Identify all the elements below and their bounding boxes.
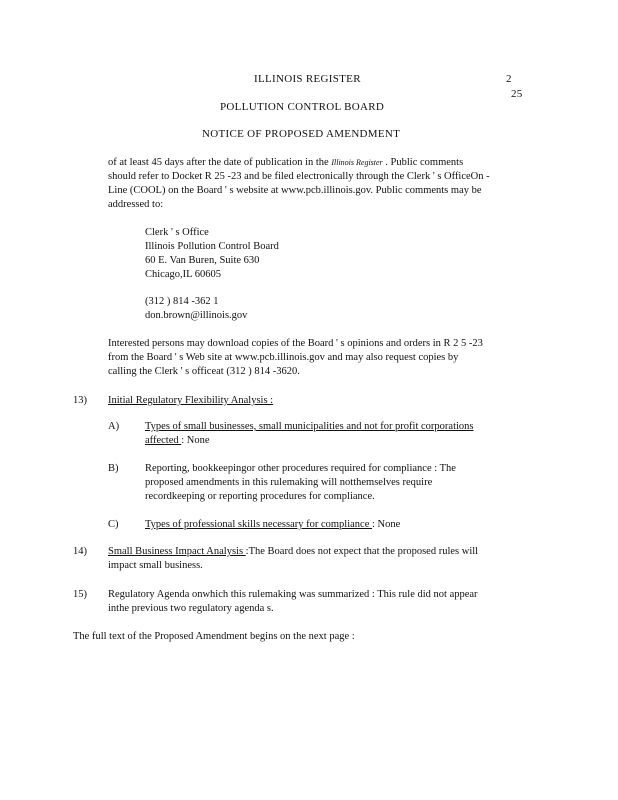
register-italic: Illinois Register [331,158,383,167]
section-number: 13) [73,395,87,406]
section-title: Initial Regulatory Flexibility Analysis : [108,395,274,406]
intro-line: addressed to: [108,199,164,210]
section-14-line: impact small business. [108,560,203,571]
item-b-line: proposed amendments in this rulemaking will notthemselves require [145,477,433,488]
interested-line: from the Board ' s Web site at www.pcb.illinois.gov and may also request copies by [108,352,459,363]
item-letter: B) [108,463,119,474]
item-a-line: affected : None [145,435,210,446]
item-letter: C) [108,519,119,530]
intro-line: Line (COOL) on the Board ' s website at www.pcb.illinois.gov. Public comments may be [108,185,482,196]
item-c-line: Types of professional skills necessary for compliance : None [145,519,401,530]
interested-line: calling the Clerk ' s officeat (312 ) 814 -3620. [108,366,300,377]
intro-line: should refer to Docket R 25 -23 and be filed electronically through the Clerk ' s OfficeOn - [108,171,490,182]
phone-number: (312 ) 814 -362 1 [145,296,219,307]
register-title: ILLINOIS REGISTER [254,73,361,85]
email-address: don.brown@illinois.gov [145,310,248,321]
section-number: 14) [73,546,87,557]
item-b-line: Reporting, bookkeepingor other procedures required for compliance : The [145,463,456,474]
notice-title: NOTICE OF PROPOSED AMENDMENT [202,128,401,140]
section-15-line: Regulatory Agenda onwhich this rulemaking was summarized : This rule did not appear [108,589,478,600]
address-line: Illinois Pollution Control Board [145,241,279,252]
agency-title: POLLUTION CONTROL BOARD [220,101,385,113]
section-number: 15) [73,589,87,600]
address-line: Clerk ' s Office [145,227,209,238]
section-14-line: Small Business Impact Analysis :The Board does not expect that the proposed rules will [108,546,479,557]
address-line: 60 E. Van Buren, Suite 630 [145,255,260,266]
item-b-line: recordkeeping or reporting procedures for compliance. [145,491,375,502]
issue-number: 25 [511,88,523,100]
item-letter: A) [108,421,120,432]
item-a-line: Types of small businesses, small municipalities and not for profit corporations [145,421,474,432]
full-text-note: The full text of the Proposed Amendment begins on the next page : [73,631,355,642]
section-15-line: inthe previous two regulatory agenda s. [108,603,274,614]
page-number: 2 [506,73,512,85]
intro-line: of at least 45 days after the date of publication in the Illinois Register . Public comments [108,157,464,168]
address-line: Chicago,IL 60605 [145,269,222,280]
interested-line: Interested persons may download copies of the Board ' s opinions and orders in R 2 5 -23 [108,338,483,349]
